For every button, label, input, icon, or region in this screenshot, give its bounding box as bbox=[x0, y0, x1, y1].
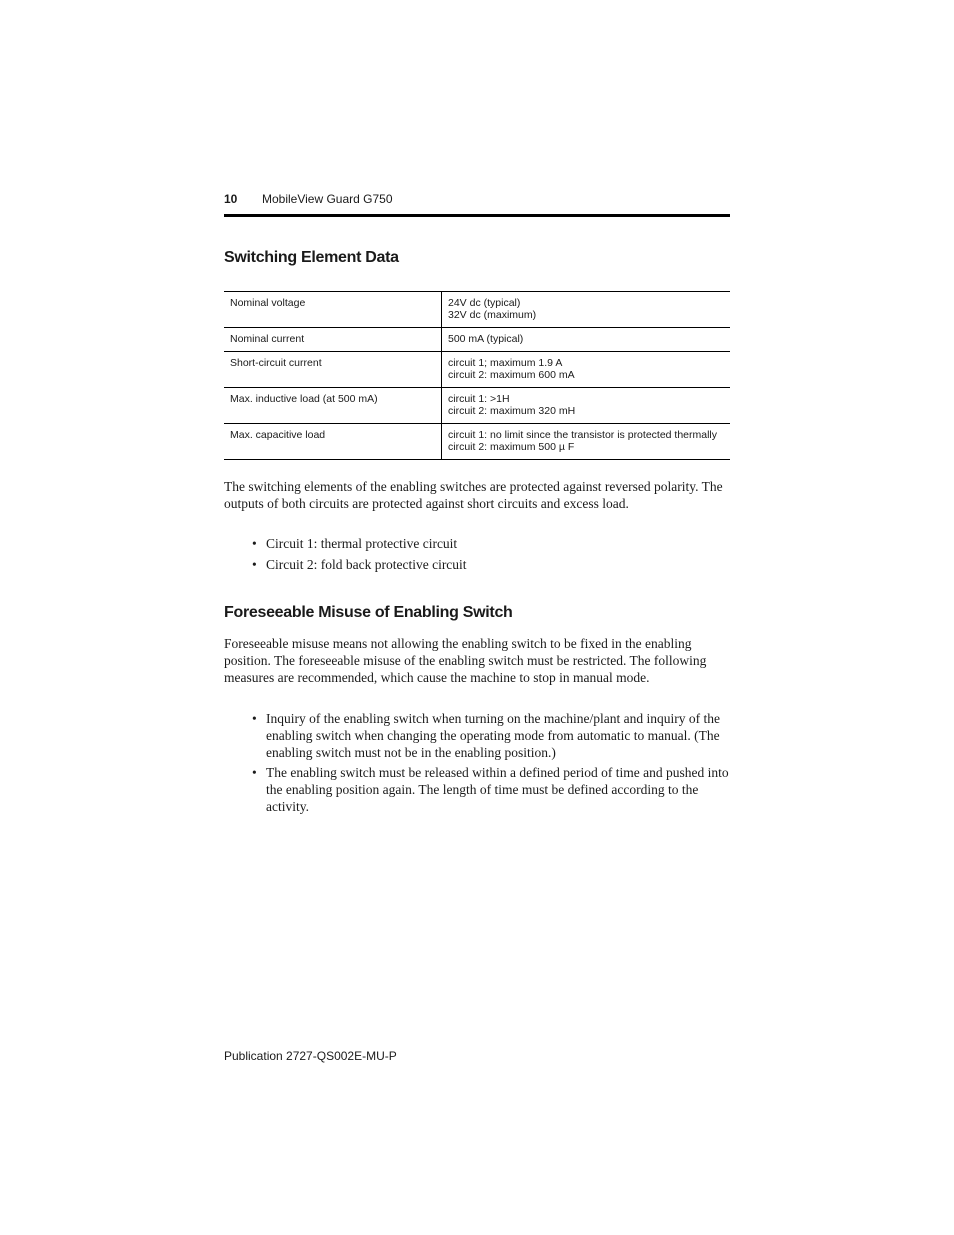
misuse-bullet-list bbox=[224, 710, 730, 818]
table-cell-label: Short-circuit current bbox=[224, 352, 442, 388]
page-number: 10 bbox=[224, 192, 238, 206]
list-item-text: Inquiry of the enabling switch when turning on the machine/plant and inquiry of the enabling switch when changing the operating mode from automatic to manual. (The enabling switch must not be in the enabling position.) bbox=[266, 711, 721, 760]
value-line: 24V dc (typical) bbox=[448, 297, 521, 309]
bullet-icon: • bbox=[252, 536, 257, 551]
switching-bullet-list bbox=[224, 535, 730, 577]
publication-footer: Publication 2727-QS002E-MU-P bbox=[224, 1049, 397, 1063]
table-cell-label: Max. capacitive load bbox=[224, 424, 442, 460]
table-cell-value bbox=[442, 424, 731, 460]
section-title-foreseeable-misuse: Foreseeable Misuse of Enabling Switch bbox=[224, 604, 513, 621]
document-title: MobileView Guard G750 bbox=[262, 192, 393, 206]
table-cell-label: Nominal current bbox=[224, 328, 442, 352]
table-row bbox=[224, 424, 730, 460]
value-line: circuit 1; maximum 1.9 A bbox=[448, 357, 563, 369]
value-line: circuit 1: no limit since the transistor is protected thermally bbox=[448, 429, 718, 441]
list-item-text: Circuit 1: thermal protective circuit bbox=[266, 536, 458, 551]
table-row bbox=[224, 352, 730, 388]
switching-paragraph: The switching elements of the enabling switches are protected against reversed polarity. The outputs of both circuits are protected against short circuits and excess load. bbox=[224, 479, 723, 511]
table-cell-value bbox=[442, 328, 731, 352]
value-line: circuit 2: maximum 600 mA bbox=[448, 369, 575, 381]
list-item bbox=[224, 535, 730, 552]
table-row bbox=[224, 328, 730, 352]
page-header bbox=[224, 192, 730, 206]
list-item bbox=[224, 710, 730, 761]
section-title-switching-element-data: Switching Element Data bbox=[224, 249, 399, 266]
table-cell-value bbox=[442, 292, 731, 328]
header-rule bbox=[224, 214, 730, 217]
table-cell-value bbox=[442, 388, 731, 424]
list-item bbox=[224, 764, 730, 815]
value-line: 32V dc (maximum) bbox=[448, 309, 537, 321]
value-line: circuit 1: >1H bbox=[448, 393, 510, 405]
list-item-text: Circuit 2: fold back protective circuit bbox=[266, 557, 467, 572]
list-item bbox=[224, 556, 730, 573]
table-cell-value bbox=[442, 352, 731, 388]
table-row bbox=[224, 388, 730, 424]
value-line: circuit 2: maximum 320 mH bbox=[448, 405, 576, 417]
bullet-icon: • bbox=[252, 557, 257, 572]
misuse-paragraph: Foreseeable misuse means not allowing the enabling switch to be fixed in the enabling position. The foreseeable misuse of the enabling switch must be restricted. The following measures are recommended, which cause the machine to stop in manual mode. bbox=[224, 636, 707, 685]
switching-element-data-table bbox=[224, 291, 730, 460]
bullet-icon: • bbox=[252, 765, 257, 780]
value-line: 500 mA (typical) bbox=[448, 333, 524, 345]
bullet-icon: • bbox=[252, 711, 257, 726]
table-cell-label: Max. inductive load (at 500 mA) bbox=[224, 388, 442, 424]
list-item-text: The enabling switch must be released within a defined period of time and pushed into the enabling position again. The length of time must be defined according to the activity. bbox=[266, 765, 729, 814]
table-row bbox=[224, 292, 730, 328]
table-cell-label: Nominal voltage bbox=[224, 292, 442, 328]
value-line: circuit 2: maximum 500 µ F bbox=[448, 441, 575, 453]
